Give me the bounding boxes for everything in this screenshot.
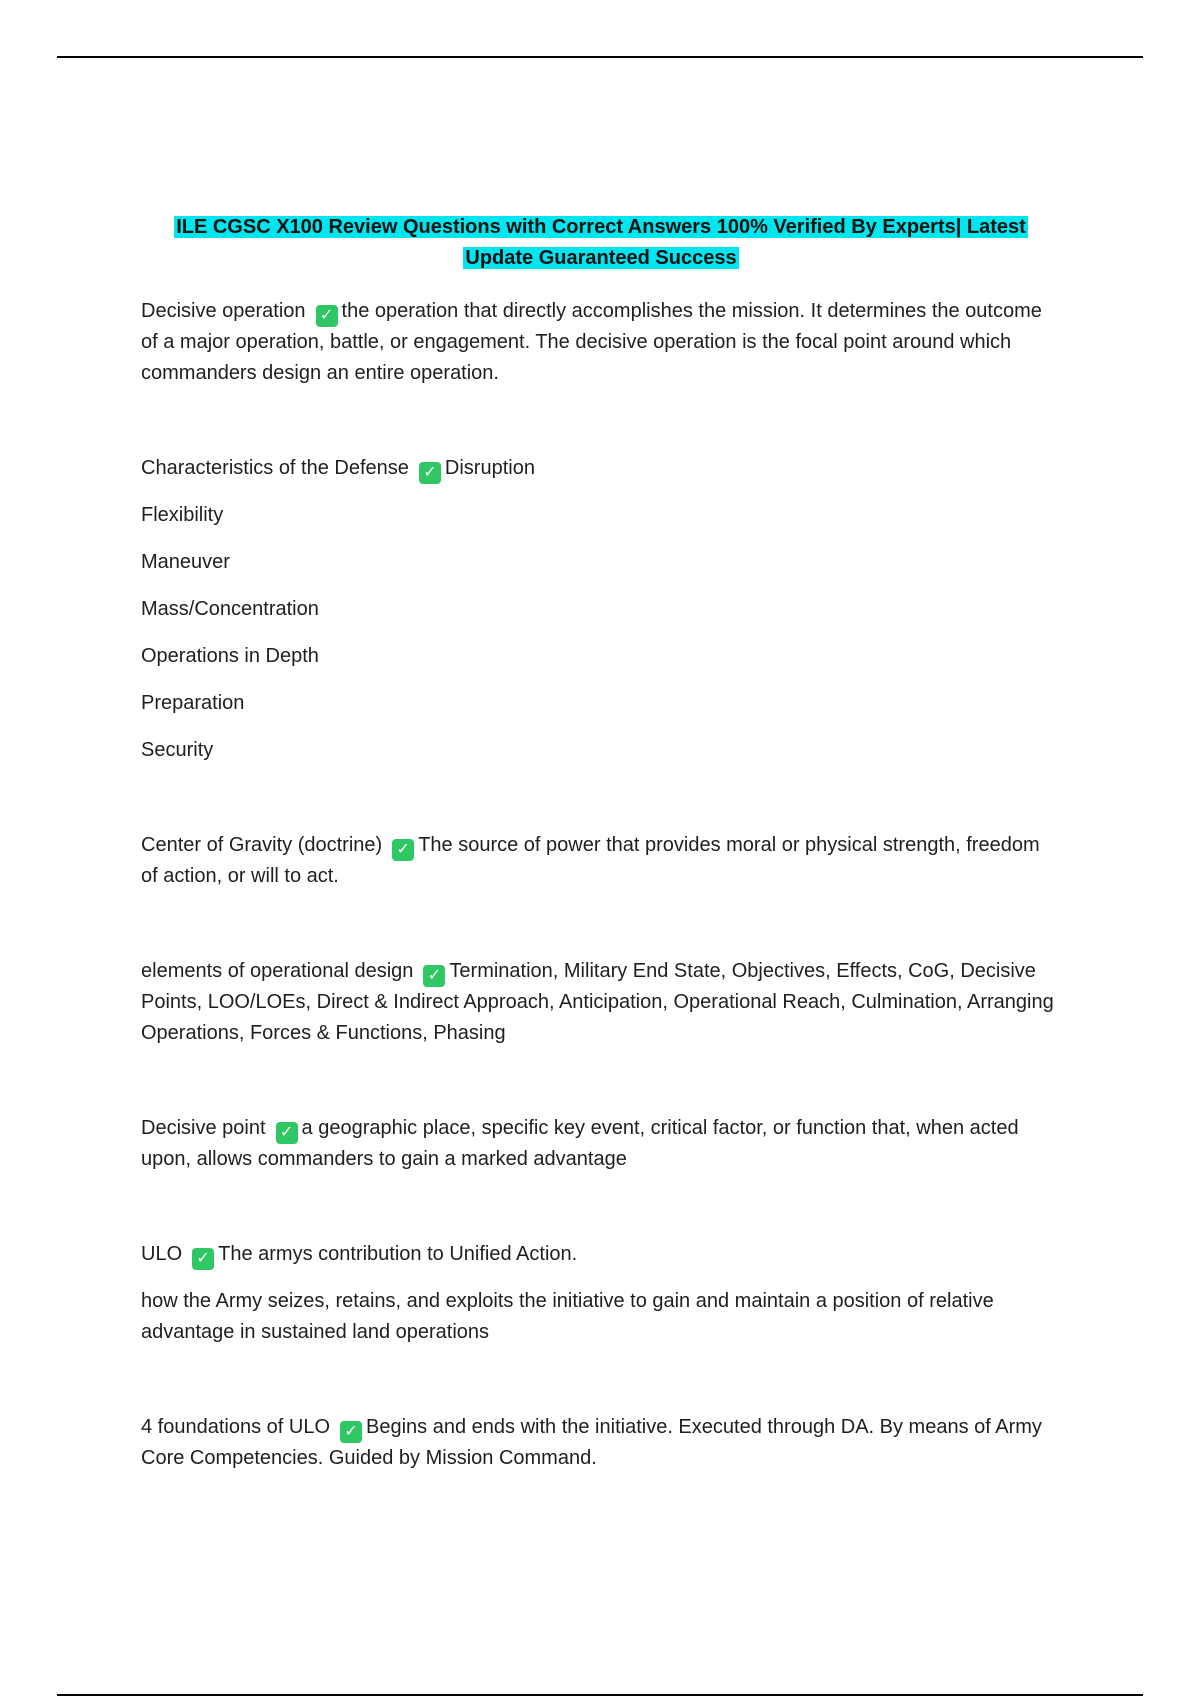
check-box-icon: ✓ bbox=[419, 462, 441, 484]
check-box-icon: ✓ bbox=[276, 1122, 298, 1144]
answer: a geographic place, specific key event, critical factor, or function that, when acted upon, allows commanders to gain a marked advantage bbox=[141, 1117, 1019, 1170]
term: ULO bbox=[141, 1243, 183, 1265]
check-box-icon: ✓ bbox=[192, 1248, 214, 1270]
answer: Termination, Military End State, Objectives, Effects, CoG, Decisive Points, LOO/LOEs, Direct & Indirect Approach, Anticipation, Operational Reach, Culmination, Arranging Operations, Forces & Functions, Phasing bbox=[141, 960, 1054, 1044]
paragraph: how the Army seizes, retains, and exploits the initiative to gain and maintain a position of relative advantage in sustained land operations bbox=[141, 1290, 994, 1343]
qa-entry bbox=[141, 830, 1061, 892]
answer: Begins and ends with the initiative. Executed through DA. By means of Army Core Competencies. Guided by Mission Command. bbox=[141, 1416, 1042, 1469]
document-title bbox=[141, 212, 1061, 274]
term: Decisive operation bbox=[141, 300, 306, 322]
header-rule bbox=[57, 56, 1143, 58]
qa-entry bbox=[141, 296, 1061, 389]
title-line-1: ILE CGSC X100 Review Questions with Correct Answers 100% Verified By Experts| Latest bbox=[176, 216, 1026, 238]
answer: The source of power that provides moral or physical strength, freedom of action, or will to act. bbox=[141, 834, 1040, 887]
term: Center of Gravity (doctrine) bbox=[141, 834, 383, 856]
check-box-icon: ✓ bbox=[316, 305, 338, 327]
answer: Disruption bbox=[444, 457, 535, 479]
list-item: Mass/Concentration bbox=[141, 598, 319, 620]
list-item: Security bbox=[141, 739, 214, 761]
qa-entry bbox=[141, 453, 1061, 484]
footer-rule bbox=[57, 1694, 1143, 1696]
qa-entry bbox=[141, 956, 1061, 1049]
term: Decisive point bbox=[141, 1117, 266, 1139]
qa-entry bbox=[141, 1113, 1061, 1175]
check-box-icon: ✓ bbox=[340, 1421, 362, 1443]
list-item: Maneuver bbox=[141, 551, 230, 573]
qa-entry bbox=[141, 1239, 1061, 1270]
check-box-icon: ✓ bbox=[392, 839, 414, 861]
term: 4 foundations of ULO bbox=[141, 1416, 331, 1438]
title-line-2: Update Guaranteed Success bbox=[465, 247, 737, 269]
term: Characteristics of the Defense bbox=[141, 457, 409, 479]
check-box-icon: ✓ bbox=[423, 965, 445, 987]
qa-entry bbox=[141, 1412, 1061, 1474]
term: elements of operational design bbox=[141, 960, 414, 982]
list-item: Preparation bbox=[141, 692, 245, 714]
answer: the operation that directly accomplishes the mission. It determines the outcome of a major operation, battle, or engagement. The decisive operation is the focal point around which commanders design an entire operation. bbox=[141, 300, 1042, 384]
answer: The armys contribution to Unified Action. bbox=[218, 1243, 578, 1265]
document-body bbox=[141, 212, 1061, 1474]
list-item: Operations in Depth bbox=[141, 645, 319, 667]
list-item: Flexibility bbox=[141, 504, 224, 526]
